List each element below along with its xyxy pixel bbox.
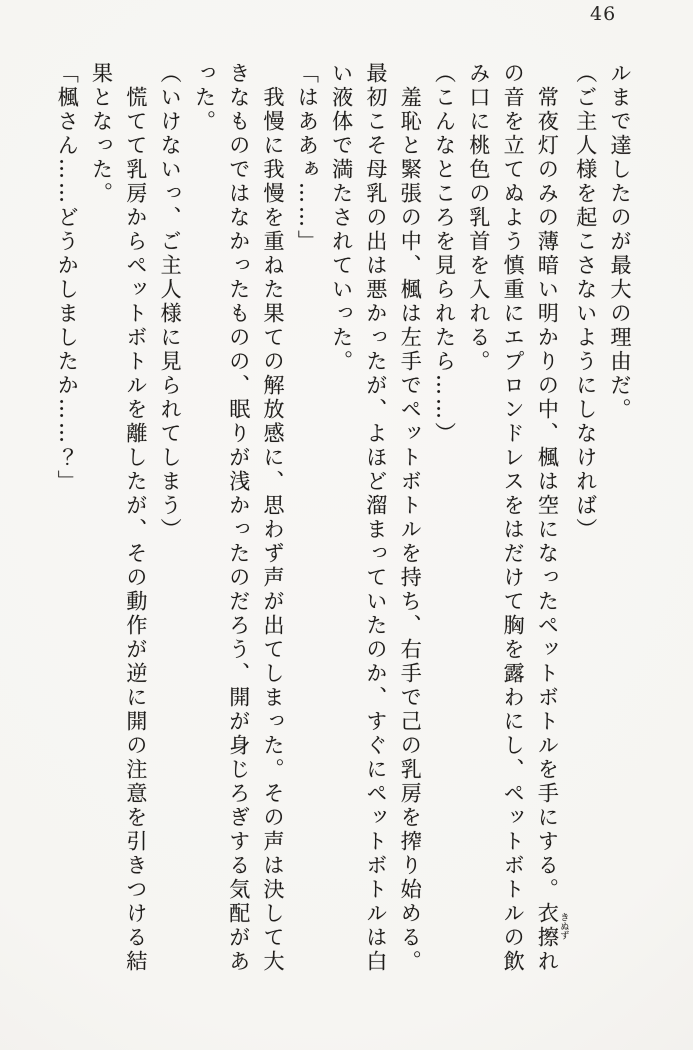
text-column: 羞恥と緊張の中、楓は左手でペットボトルを持ち、右手で己の乳房を搾り始める。 (398, 86, 423, 974)
text-column: ルまで達したのが最大の理由だ。 (608, 62, 632, 422)
furigana-ruby: 衣擦 きぬず (535, 902, 569, 950)
text-column: 最初こそ母乳の出は悪かったが、よほど溜まっていたのか、すぐにペットボトルは白 (363, 62, 388, 974)
text-column: 「はああぁ……」 (295, 62, 320, 254)
text-column: った。 (192, 62, 217, 134)
page-text (53, 62, 637, 982)
text-column: （いけないっ、ご主人様に見られてしまう） (158, 62, 183, 542)
text-column: 「楓さん……どうかしましたか……？」 (55, 62, 80, 494)
text-column: きなものではなかったものの、眠りが浅かったのだろう、開が身じろぎする気配があ (226, 62, 251, 974)
text-column: の音を立てぬよう慎重にエプロンドレスをはだけて胸を露わにし、ペットボトルの飲 (501, 62, 526, 974)
text-column: 常夜灯のみの薄暗い明かりの中、楓は空になったペットボトルを手にする。衣擦 きぬずれ (535, 86, 569, 974)
text-column: 我慢に我慢を重ねた果ての解放感に、思わず声が出てしまった。その声は決して大 (261, 86, 286, 974)
text-column: み口に桃色の乳首を入れる。 (466, 62, 491, 374)
text-column: 慌てて乳房からペットボトルを離したが、その動作が逆に開の注意を引きつける結 (123, 86, 148, 974)
page-number: 46 (590, 3, 617, 25)
text-column: （こんなところを見られたら……） (432, 62, 457, 446)
text-column: （ご主人様を起こさないようにしなければ） (573, 62, 598, 542)
text-column: い液体で満たされていった。 (329, 62, 354, 374)
text-column: 果となった。 (89, 62, 114, 206)
